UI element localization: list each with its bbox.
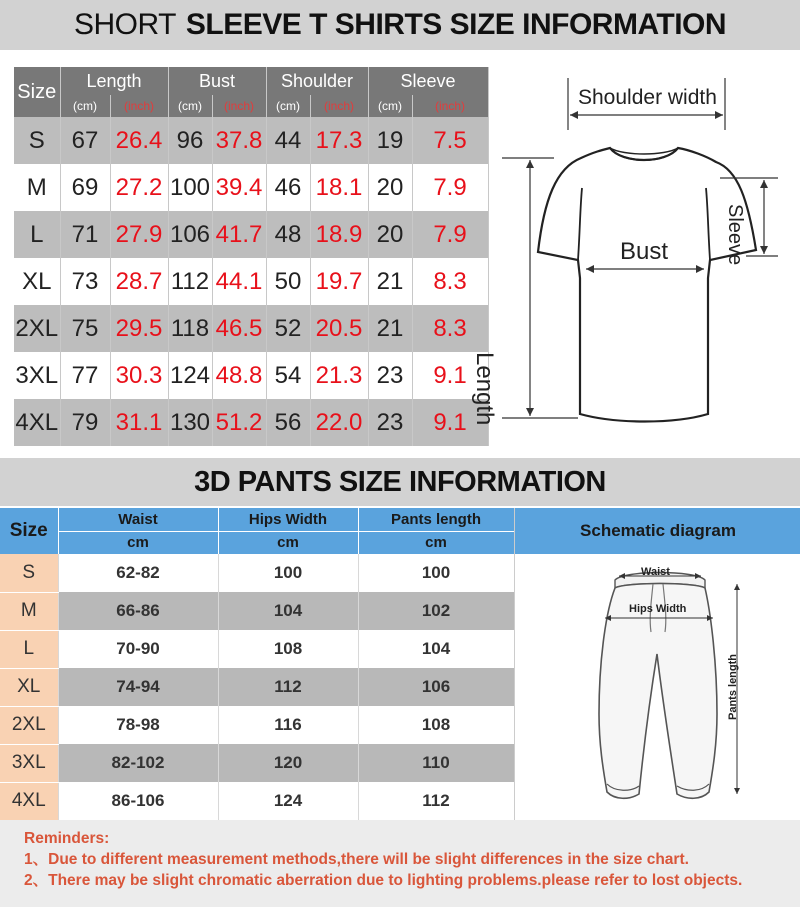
length-cm-cell: 71	[60, 211, 110, 258]
hips-cell: 116	[218, 706, 358, 744]
sleeve-inch-cell: 7.5	[412, 117, 488, 164]
pants-size-banner: 3D PANTS SIZE INFORMATION	[0, 458, 800, 506]
table-row	[14, 117, 488, 164]
unit-inch-label: (inch)	[110, 95, 168, 117]
sleeve-cm-cell: 20	[368, 164, 412, 211]
hips-diagram-label: Hips Width	[629, 603, 687, 615]
shirt-header-sleeve: Sleeve	[368, 67, 488, 95]
length-cm-cell: 73	[60, 258, 110, 305]
pants-header-waist: Waist	[58, 508, 218, 531]
waist-cell: 66-86	[58, 592, 218, 630]
unit-inch-label: (inch)	[212, 95, 266, 117]
unit-cm-label: cm	[358, 531, 514, 554]
length-cm-cell: 67	[60, 117, 110, 164]
table-row	[14, 258, 488, 305]
shirt-title-bold: SLEEVE T SHIRTS SIZE INFORMATION	[185, 8, 727, 41]
pants-length-cell: 108	[358, 706, 514, 744]
pants-length-cell: 106	[358, 668, 514, 706]
waist-cell: 78-98	[58, 706, 218, 744]
shoulder-width-label: Shoulder width	[578, 86, 717, 109]
bust-inch-cell: 44.1	[212, 258, 266, 305]
shoulder-cm-cell: 44	[266, 117, 310, 164]
waist-cell: 74-94	[58, 668, 218, 706]
bust-inch-cell: 51.2	[212, 399, 266, 446]
shoulder-inch-cell: 18.9	[310, 211, 368, 258]
reminders-title: Reminders:	[24, 830, 110, 847]
size-cell: S	[14, 117, 60, 164]
table-row	[14, 352, 488, 399]
length-inch-cell: 27.9	[110, 211, 168, 258]
unit-cm-label: (cm)	[266, 95, 310, 117]
reminder-line-1: 1、Due to different measurement methods,there will be slight differences in the size chart.	[24, 851, 689, 868]
bust-cm-cell: 96	[168, 117, 212, 164]
unit-inch-label: (inch)	[412, 95, 488, 117]
table-row	[0, 782, 514, 820]
table-row	[14, 399, 488, 446]
unit-cm-label: (cm)	[368, 95, 412, 117]
shirt-title-thin: SHORT	[73, 8, 176, 41]
reminders-box	[0, 820, 800, 907]
size-cell: XL	[14, 258, 60, 305]
shoulder-inch-cell: 17.3	[310, 117, 368, 164]
reminder-line-2: 2、There may be slight chromatic aberration due to lighting problems.please refer to lost objects.	[24, 872, 743, 889]
shirt-header-bust: Bust	[168, 67, 266, 95]
length-inch-cell: 29.5	[110, 305, 168, 352]
sleeve-cm-cell: 21	[368, 305, 412, 352]
table-row	[0, 554, 514, 592]
size-cell: 2XL	[14, 305, 60, 352]
length-inch-cell: 31.1	[110, 399, 168, 446]
shoulder-inch-cell: 22.0	[310, 399, 368, 446]
unit-cm-label: cm	[218, 531, 358, 554]
bust-cm-cell: 112	[168, 258, 212, 305]
hips-cell: 120	[218, 744, 358, 782]
shoulder-cm-cell: 52	[266, 305, 310, 352]
table-row	[14, 305, 488, 352]
size-cell: XL	[0, 668, 58, 706]
shoulder-cm-cell: 56	[266, 399, 310, 446]
size-cell: 4XL	[0, 782, 58, 820]
sleeve-inch-cell: 9.1	[412, 352, 488, 399]
pants-length-cell: 104	[358, 630, 514, 668]
length-inch-cell: 30.3	[110, 352, 168, 399]
unit-cm-label: (cm)	[60, 95, 110, 117]
waist-cell: 82-102	[58, 744, 218, 782]
hips-cell: 100	[218, 554, 358, 592]
size-cell: M	[0, 592, 58, 630]
size-cell: 3XL	[0, 744, 58, 782]
sleeve-cm-cell: 23	[368, 352, 412, 399]
bust-inch-cell: 48.8	[212, 352, 266, 399]
sleeve-cm-cell: 21	[368, 258, 412, 305]
length-cm-cell: 69	[60, 164, 110, 211]
bust-cm-cell: 118	[168, 305, 212, 352]
sleeve-inch-cell: 8.3	[412, 258, 488, 305]
sleeve-cm-cell: 20	[368, 211, 412, 258]
waist-cell: 70-90	[58, 630, 218, 668]
table-row	[0, 744, 514, 782]
shoulder-inch-cell: 20.5	[310, 305, 368, 352]
size-cell: L	[14, 211, 60, 258]
table-row	[0, 592, 514, 630]
shirt-size-table	[14, 67, 489, 446]
unit-inch-label: (inch)	[310, 95, 368, 117]
shirt-size-banner	[0, 0, 800, 50]
tshirt-diagram	[471, 60, 800, 440]
size-cell: 3XL	[14, 352, 60, 399]
unit-cm-label: cm	[58, 531, 218, 554]
waist-cell: 86-106	[58, 782, 218, 820]
waist-cell: 62-82	[58, 554, 218, 592]
size-cell: S	[0, 554, 58, 592]
shirt-header-size: Size	[14, 67, 60, 117]
shoulder-cm-cell: 48	[266, 211, 310, 258]
length-inch-cell: 27.2	[110, 164, 168, 211]
size-cell: 4XL	[14, 399, 60, 446]
unit-cm-label: (cm)	[168, 95, 212, 117]
sleeve-inch-cell: 9.1	[412, 399, 488, 446]
sleeve-cm-cell: 19	[368, 117, 412, 164]
length-cm-cell: 79	[60, 399, 110, 446]
hips-cell: 108	[218, 630, 358, 668]
hips-cell: 124	[218, 782, 358, 820]
length-label: Length	[471, 352, 498, 426]
bust-inch-cell: 41.7	[212, 211, 266, 258]
pants-size-table	[0, 508, 515, 821]
shoulder-cm-cell: 54	[266, 352, 310, 399]
shoulder-cm-cell: 46	[266, 164, 310, 211]
pants-length-cell: 112	[358, 782, 514, 820]
size-cell: M	[14, 164, 60, 211]
sleeve-label: Sleeve	[724, 204, 746, 266]
table-row	[14, 164, 488, 211]
shirt-header-length: Length	[60, 67, 168, 95]
bust-cm-cell: 100	[168, 164, 212, 211]
pants-length-cell: 100	[358, 554, 514, 592]
bust-cm-cell: 106	[168, 211, 212, 258]
length-cm-cell: 75	[60, 305, 110, 352]
pants-outline-icon	[515, 554, 800, 820]
table-row	[0, 706, 514, 744]
sleeve-inch-cell: 7.9	[412, 211, 488, 258]
pants-header-size: Size	[0, 508, 58, 554]
table-row	[0, 630, 514, 668]
pants-header-hips: Hips Width	[218, 508, 358, 531]
sleeve-inch-cell: 7.9	[412, 164, 488, 211]
bust-cm-cell: 124	[168, 352, 212, 399]
schematic-title: Schematic diagram	[515, 508, 800, 554]
size-cell: L	[0, 630, 58, 668]
table-row	[14, 211, 488, 258]
pants-schematic-panel	[514, 508, 800, 820]
shoulder-cm-cell: 50	[266, 258, 310, 305]
pants-length-cell: 102	[358, 592, 514, 630]
sleeve-cm-cell: 23	[368, 399, 412, 446]
shoulder-inch-cell: 18.1	[310, 164, 368, 211]
shoulder-inch-cell: 19.7	[310, 258, 368, 305]
bust-label: Bust	[620, 238, 669, 265]
size-cell: 2XL	[0, 706, 58, 744]
bust-cm-cell: 130	[168, 399, 212, 446]
shoulder-inch-cell: 21.3	[310, 352, 368, 399]
length-cm-cell: 77	[60, 352, 110, 399]
shirt-header-shoulder: Shoulder	[266, 67, 368, 95]
pants-header-length: Pants length	[358, 508, 514, 531]
length-inch-cell: 26.4	[110, 117, 168, 164]
table-row	[0, 668, 514, 706]
sleeve-inch-cell: 8.3	[412, 305, 488, 352]
bust-inch-cell: 46.5	[212, 305, 266, 352]
length-inch-cell: 28.7	[110, 258, 168, 305]
bust-inch-cell: 37.8	[212, 117, 266, 164]
hips-cell: 104	[218, 592, 358, 630]
waist-diagram-label: Waist	[641, 566, 670, 578]
hips-cell: 112	[218, 668, 358, 706]
bust-inch-cell: 39.4	[212, 164, 266, 211]
pants-length-cell: 110	[358, 744, 514, 782]
pants-length-diagram-label: Pants length	[727, 653, 739, 720]
